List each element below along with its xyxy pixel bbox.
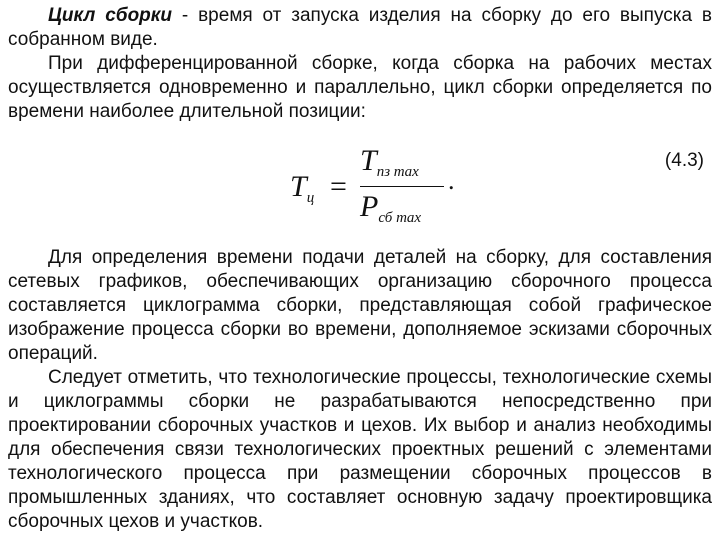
design-note-paragraph: Следует отметить, что технологические процессы, технологические схемы и циклограммы сборки не разрабатываются непосредственно при проектировании сборочных участков и цехов. Их выбор и анализ необходимы для обеспечения связи технологических проектных решений с элементами технологического процесса при размещении сборочных процессов в промышленных зданиях, что составляет основную задачу проектировщика сборочных цехов и участков. [8, 367, 712, 532]
defined-term: Цикл сборки [48, 5, 173, 26]
equation-number: (4.3) [664, 150, 704, 171]
definition-paragraph [8, 4, 712, 52]
definition-text: - время от запуска изделия на сборку до его выпуска в собранном виде. [8, 5, 713, 50]
formula-denominator: $P_{сб max}$ [360, 190, 422, 226]
cycle-paragraph: При дифференцированной сборке, когда сборка на рабочих местах осуществляется одновременно и параллельно, цикл сборки определяется по времени наиболее длительной позиции: [8, 53, 712, 122]
formula-equals: = [330, 170, 347, 203]
assembly-cycle-formula [290, 142, 480, 238]
formula-numerator: $T_{пз max}$ [360, 144, 419, 180]
cyclogram-paragraph: Для определения времени подачи деталей на сборку, для составления сетевых графиков, обеспечивающих организацию сборочного процесса составляется циклограмма сборки, представляющая собой графическое изображение процесса сборки во времени, дополняемое эскизами сборочных операций. [8, 247, 712, 364]
formula-lhs: $T_ц$ [290, 170, 315, 206]
fraction-bar [360, 186, 444, 187]
formula-period: . [448, 166, 455, 195]
